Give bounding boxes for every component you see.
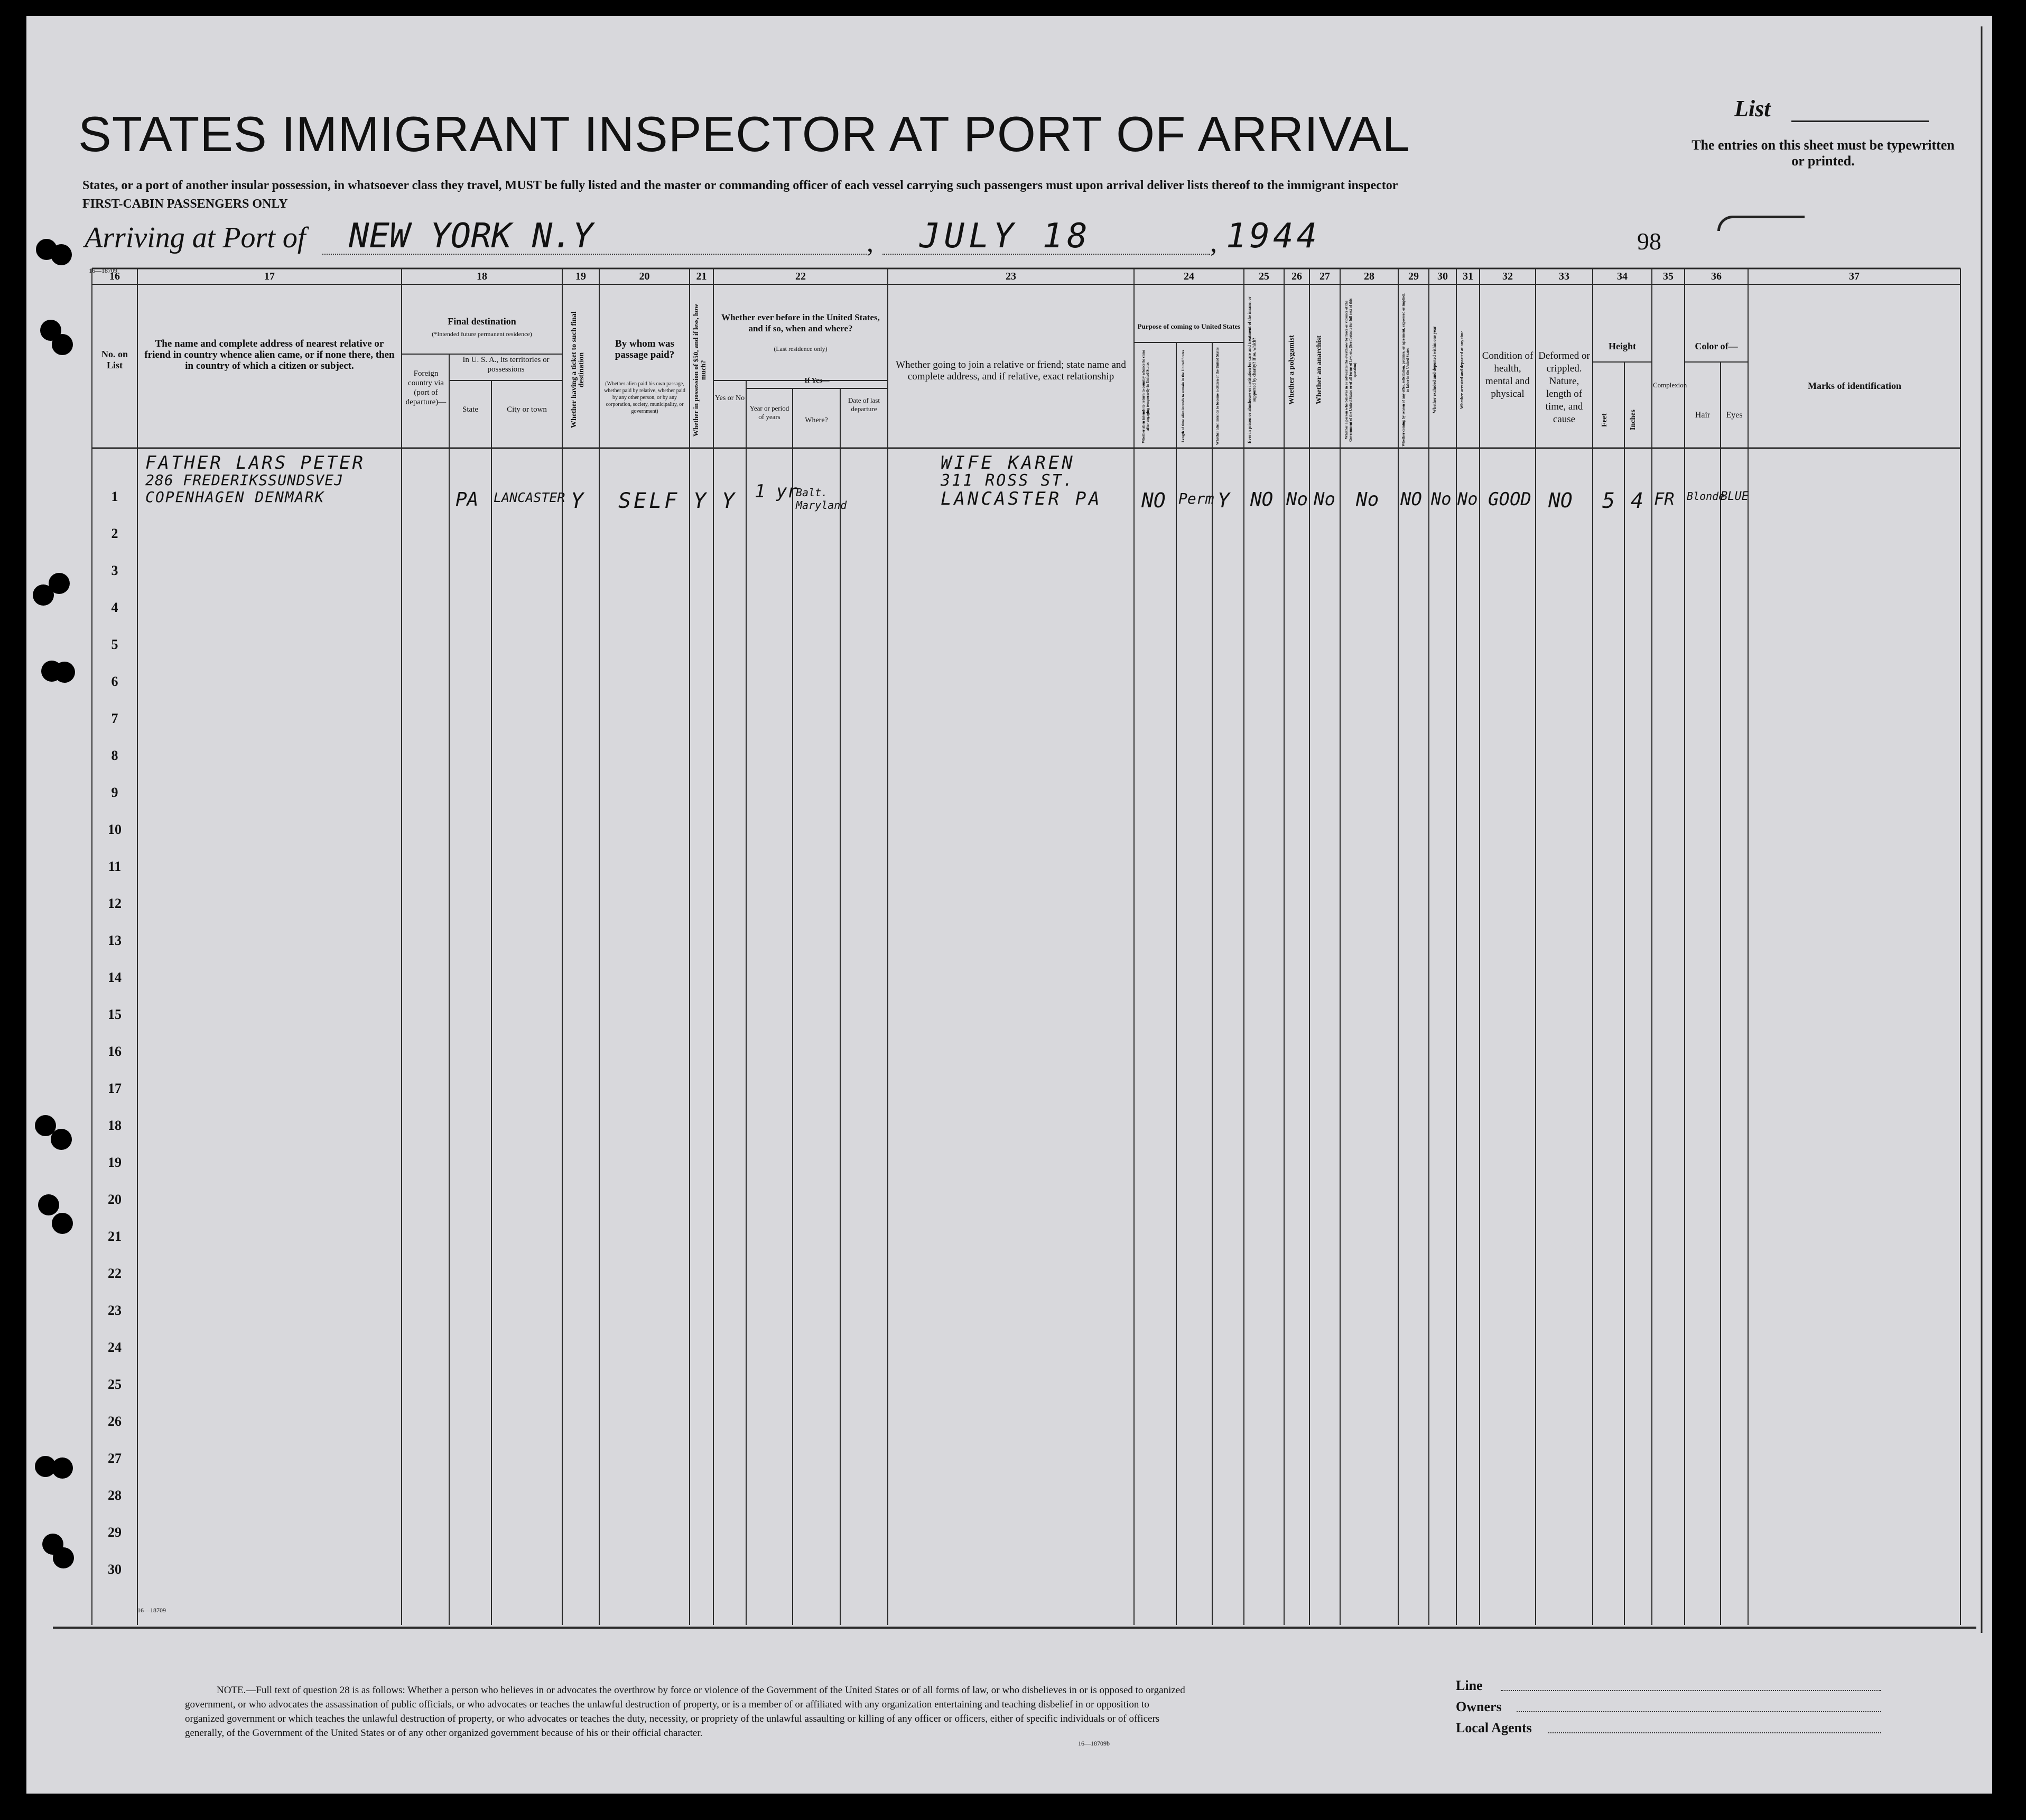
hdr-before-in-us-sub: (Last residence only) bbox=[774, 345, 828, 352]
footnote: NOTE.—Full text of question 28 is as follows: Whether a person who believes in or advocates the overthrow by force or violence of the Government of the United States or of all forms of law, or who disbelieves in or is opposed to organized government, or who advocates the assassination of public officials, or who advocates or teaches the unlawful destruction of property, or is a member of or affiliated with any organization entertaining and teaching disbelief in or opposition to organized government or which teaches the unlawful destruction of property, or who advocates or teaches the duty, necessity, or propriety of the unlawful assaulting or killing of any officer or officers, either of specific individuals or of officers generally, of the Government of the United States or of any other organized government because of his or their official character. bbox=[185, 1685, 1185, 1739]
binding-hole bbox=[51, 244, 72, 265]
row-number: 3 bbox=[111, 563, 118, 578]
page-title: STATES IMMIGRANT INSPECTOR AT PORT OF ARRIVAL bbox=[78, 106, 1410, 162]
row-number: 8 bbox=[111, 748, 118, 763]
row-number: 20 bbox=[108, 1192, 122, 1207]
binding-hole bbox=[38, 1194, 59, 1215]
colnum-34: 34 bbox=[1617, 271, 1628, 282]
hdr-passage-paid: By whom was passage paid? bbox=[615, 338, 675, 360]
binding-hole bbox=[53, 1547, 74, 1568]
hdr-polygamist: Whether a polygamist bbox=[1288, 335, 1296, 405]
colnum-30: 30 bbox=[1437, 271, 1448, 282]
colnum-32: 32 bbox=[1502, 271, 1513, 282]
row1-join-line3: LANCASTER PA bbox=[941, 488, 1102, 509]
hdr-yes-no: Yes or No bbox=[714, 394, 745, 402]
row-number: 6 bbox=[111, 674, 118, 689]
hdr-purpose: Purpose of coming to United States bbox=[1137, 322, 1241, 330]
row1-possession-money: Y bbox=[693, 489, 707, 513]
row1-ticket: Y bbox=[571, 489, 584, 513]
footnote-code: 16—18709b bbox=[1078, 1740, 1110, 1747]
sheet-number: 98 bbox=[1637, 228, 1661, 255]
hdr-purpose-citizen: Whether alien intends to become a citizen of the United States bbox=[1215, 347, 1220, 445]
row1-where: Balt. Maryland bbox=[796, 486, 847, 512]
hdr-city: City or town bbox=[507, 405, 547, 414]
colnum-37: 37 bbox=[1849, 271, 1860, 282]
row-number: 25 bbox=[108, 1377, 122, 1392]
hdr-overthrow: Whether a person who believes in or advocates the overthrow by force or violence of the Government of the United States or of all forms of law, etc. (See footnote for full text of this question) bbox=[1344, 298, 1357, 442]
form-code-bottom: 16—18709 bbox=[137, 1607, 166, 1614]
year-value: 1944 bbox=[1226, 217, 1321, 256]
colnum-23: 23 bbox=[1006, 271, 1016, 282]
hdr-no-on-list: No. on List bbox=[101, 349, 128, 370]
row1-citizen-intent: Y bbox=[1218, 489, 1230, 512]
row-number: 7 bbox=[111, 711, 118, 726]
hdr-health: Condition of health, mental and physical bbox=[1482, 350, 1534, 400]
date-value: JULY 18 bbox=[919, 217, 1092, 256]
row1-overthrow: No bbox=[1356, 489, 1379, 510]
hdr-color-of: Color of— bbox=[1695, 341, 1738, 351]
row1-relative-line1: FATHER LARS PETER bbox=[145, 452, 365, 473]
row-number: 10 bbox=[108, 822, 122, 837]
colnum-31: 31 bbox=[1463, 271, 1473, 282]
colnum-36: 36 bbox=[1711, 271, 1722, 282]
row1-hair: Blonde bbox=[1687, 490, 1725, 503]
hdr-relative-abroad: The name and complete address of nearest relative or friend in country whence alien came, or if none there, then in country of which a citizen or subject. bbox=[144, 338, 395, 372]
row1-complexion: FR bbox=[1654, 489, 1675, 509]
row-number: 28 bbox=[108, 1488, 122, 1503]
row1-before-in-us: Y bbox=[722, 489, 735, 513]
hdr-complexion: Complexion bbox=[1653, 381, 1687, 389]
binding-hole bbox=[52, 1457, 73, 1479]
hdr-passage-paid-sub: (Whether alien paid his own passage, whether paid by relative, whether paid by any other person, or by any corporation, society, municipality, or government) bbox=[604, 381, 685, 414]
row-number: 27 bbox=[108, 1451, 122, 1466]
row1-labor: NO bbox=[1400, 489, 1422, 510]
row-number: 22 bbox=[108, 1266, 122, 1281]
binding-hole bbox=[51, 1129, 72, 1150]
hdr-hair: Hair bbox=[1695, 411, 1711, 420]
row-number: 12 bbox=[108, 896, 122, 911]
comma-1: , bbox=[867, 228, 873, 258]
hdr-purpose-length: Length of time alien intends to remain in the United States bbox=[1181, 350, 1185, 443]
hdr-year-period: Year or period of years bbox=[749, 404, 789, 421]
hdr-anarchist: Whether an anarchist bbox=[1315, 335, 1323, 405]
colnum-27: 27 bbox=[1319, 271, 1330, 282]
hdr-state: State bbox=[462, 405, 478, 414]
row-number: 2 bbox=[111, 526, 118, 541]
colnum-26: 26 bbox=[1291, 271, 1302, 282]
row-number: 1 bbox=[111, 489, 118, 504]
manifest-sheet bbox=[26, 16, 1992, 1794]
colnum-28: 28 bbox=[1364, 271, 1374, 282]
colnum-18: 18 bbox=[477, 271, 487, 282]
hdr-join-relative: Whether going to join a relative or friend; state name and complete address, and if relative, exact relationship bbox=[896, 359, 1126, 382]
row1-deformed: NO bbox=[1548, 489, 1573, 512]
row-number: 17 bbox=[108, 1081, 122, 1096]
hdr-in-usa: In U. S. A., its territories or possessions bbox=[462, 356, 550, 374]
colnum-24: 24 bbox=[1184, 271, 1194, 282]
hdr-before-in-us: Whether ever before in the United States, and if so, when and where? bbox=[721, 312, 880, 333]
colnum-16: 16 bbox=[109, 271, 120, 282]
owners-blank bbox=[1517, 1711, 1881, 1712]
row-number: 15 bbox=[108, 1007, 122, 1022]
hdr-eyes: Eyes bbox=[1726, 411, 1743, 420]
instructions-text: States, or a port of another insular possession, in whatsoever class they travel, MUST be fully listed and the master or commanding officer of each vessel carrying such passengers must upon arrival deliver lists thereof to the immigrant inspector bbox=[82, 179, 1398, 192]
row1-city: LANCASTER bbox=[494, 490, 565, 505]
arriving-label: Arriving at Port of bbox=[85, 221, 306, 254]
row-number: 16 bbox=[108, 1044, 122, 1059]
row1-prison: NO bbox=[1250, 489, 1274, 510]
row1-join-line2: 311 ROSS ST. bbox=[941, 471, 1074, 490]
entries-note: The entries on this sheet must be typewritten or printed. bbox=[1692, 137, 1955, 169]
row1-inches: 4 bbox=[1631, 489, 1644, 513]
hdr-inches: Inches bbox=[1629, 410, 1637, 431]
row-number: 24 bbox=[108, 1340, 122, 1355]
hdr-labor: Whether coming by reason of any offer, solicitation, promise, or agreement, expressed or implied, to labor in the United States bbox=[1401, 293, 1410, 447]
row-number: 26 bbox=[108, 1414, 122, 1429]
row1-health: GOOD bbox=[1488, 489, 1531, 510]
colnum-22: 22 bbox=[795, 271, 806, 282]
row-number: 13 bbox=[108, 933, 122, 948]
hdr-purpose-return: Whether alien intends to return to country whence he came after engaging temporarily in United States bbox=[1141, 349, 1150, 443]
row1-excluded: No bbox=[1431, 489, 1452, 509]
row1-eyes: BLUE bbox=[1721, 490, 1749, 503]
row-number: 23 bbox=[108, 1303, 122, 1318]
hdr-excluded: Whether excluded and deported within one year bbox=[1432, 326, 1437, 414]
row1-arrested: No bbox=[1457, 489, 1478, 509]
owners-label: Owners bbox=[1456, 1699, 1502, 1714]
hdr-if-yes: If Yes— bbox=[804, 377, 830, 385]
row1-length-of-stay: Perm bbox=[1178, 490, 1214, 507]
hdr-deformed: Deformed or crippled. Nature, length of time, and cause bbox=[1538, 350, 1590, 425]
colnum-29: 29 bbox=[1408, 271, 1419, 282]
hdr-ticket: Whether having a ticket to such final destination bbox=[570, 311, 586, 429]
row-number: 11 bbox=[108, 859, 122, 874]
row-number: 14 bbox=[108, 970, 122, 985]
hdr-possession-money: Whether in possession of $50, and if less, how much? bbox=[692, 303, 707, 437]
port-value: NEW YORK N.Y bbox=[349, 217, 593, 256]
hdr-height: Height bbox=[1609, 341, 1636, 351]
row1-feet: 5 bbox=[1602, 489, 1615, 513]
colnum-25: 25 bbox=[1259, 271, 1269, 282]
row-number: 5 bbox=[111, 637, 118, 652]
row1-relative-line2: 286 FREDERIKSSUNDSVEJ bbox=[145, 471, 344, 489]
hdr-arrested: Whether arrested and deported at any time bbox=[1460, 330, 1464, 410]
hdr-foreign-country: Foreign country via (port of departure)— bbox=[405, 369, 447, 406]
row-number: 19 bbox=[108, 1155, 122, 1170]
row1-join-line1: WIFE KAREN bbox=[941, 452, 1075, 473]
row1-state: PA bbox=[456, 489, 479, 510]
row-number: 21 bbox=[108, 1229, 122, 1244]
comma-2: , bbox=[1210, 228, 1217, 258]
colnum-19: 19 bbox=[575, 271, 586, 282]
binding-hole bbox=[54, 662, 75, 683]
hdr-prison: Ever in prison or almshouse or institution for care and treatment of the insane, or supported by charity? If so, which? bbox=[1247, 296, 1257, 443]
class-note: FIRST-CABIN PASSENGERS ONLY bbox=[82, 197, 288, 211]
binding-hole bbox=[52, 1213, 73, 1234]
hdr-feet: Feet bbox=[1601, 413, 1609, 427]
row-number: 30 bbox=[108, 1562, 122, 1577]
row-number: 9 bbox=[111, 785, 118, 800]
row1-relative-line3: COPENHAGEN DENMARK bbox=[145, 488, 325, 506]
row1-year-period: 1 yr bbox=[755, 481, 798, 502]
hdr-marks: Marks of identification bbox=[1808, 380, 1901, 391]
colnum-17: 17 bbox=[264, 271, 275, 282]
row-number: 29 bbox=[108, 1525, 122, 1540]
row-number: 4 bbox=[111, 600, 118, 615]
row1-passage-paid: SELF bbox=[618, 489, 680, 513]
binding-hole bbox=[52, 334, 73, 355]
row1-polygamist: No bbox=[1286, 489, 1308, 510]
list-label: List bbox=[1734, 96, 1771, 122]
hdr-final-destination-sub: (*Intended future permanent residence) bbox=[432, 330, 532, 338]
hdr-date-departure: Date of last departure bbox=[848, 396, 880, 413]
colnum-20: 20 bbox=[639, 271, 650, 282]
line-label: Line bbox=[1456, 1678, 1483, 1693]
colnum-35: 35 bbox=[1663, 271, 1674, 282]
local-agents-blank bbox=[1548, 1732, 1881, 1733]
row-number: 18 bbox=[108, 1118, 122, 1133]
colnum-21: 21 bbox=[696, 271, 707, 282]
hdr-final-destination: Final destination bbox=[448, 316, 516, 327]
row1-anarchist: No bbox=[1314, 489, 1335, 510]
local-agents-label: Local Agents bbox=[1456, 1720, 1532, 1735]
binding-hole bbox=[33, 584, 54, 606]
row1-return-intent: NO bbox=[1141, 489, 1166, 512]
hdr-where: Where? bbox=[805, 416, 828, 424]
line-blank bbox=[1501, 1690, 1881, 1691]
form-code-top: 16—18709 bbox=[89, 267, 117, 274]
colnum-33: 33 bbox=[1559, 271, 1569, 282]
